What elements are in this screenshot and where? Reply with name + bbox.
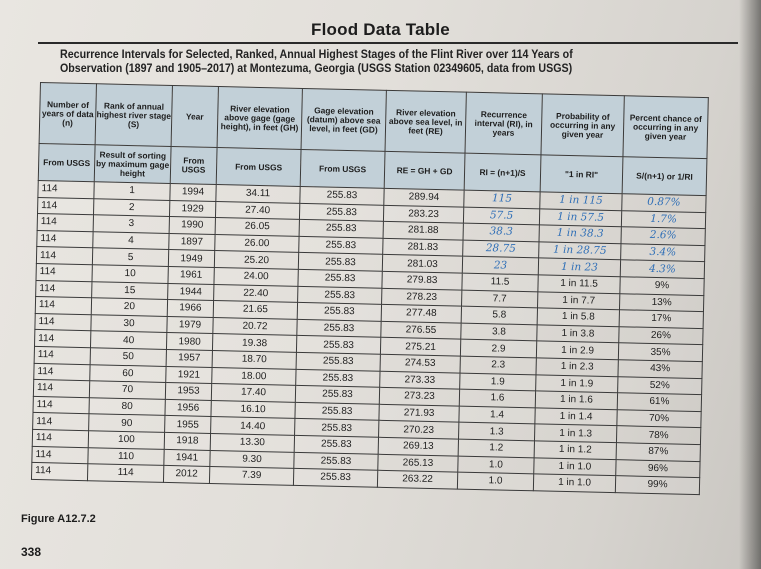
cell-river-elevation: 281.03	[382, 255, 462, 273]
cell-probability: 1 in 23	[538, 258, 620, 276]
cell-gage-datum: 255.83	[298, 269, 382, 287]
cell-year: 1949	[168, 250, 214, 268]
cell-year: 1956	[165, 399, 211, 417]
cell-gage-height: 17.40	[211, 384, 295, 402]
cell-percent: 43%	[618, 360, 702, 378]
cell-year: 1980	[166, 333, 212, 351]
cell-recurrence: 11.5	[462, 273, 538, 291]
cell-rank: 40	[90, 331, 166, 349]
cell-recurrence: 115	[464, 190, 540, 208]
cell-recurrence: 3.8	[461, 323, 537, 341]
cell-rank: 5	[92, 248, 168, 266]
cell-recurrence: 1.6	[459, 389, 535, 407]
cell-years: 114	[36, 263, 92, 281]
cell-rank: 80	[89, 397, 165, 415]
cell-gage-datum: 255.83	[299, 203, 383, 221]
cell-years: 114	[38, 180, 94, 198]
cell-probability: 1 in 1.2	[534, 441, 616, 459]
cell-gage-datum: 255.83	[297, 303, 381, 321]
cell-probability: 1 in 1.9	[536, 374, 618, 392]
cell-river-elevation: 277.48	[381, 304, 461, 322]
cell-river-elevation: 283.23	[383, 205, 463, 223]
cell-rank: 114	[87, 464, 163, 482]
cell-river-elevation: 289.94	[384, 188, 464, 206]
cell-gage-datum: 255.83	[295, 402, 379, 420]
cell-percent: 52%	[618, 376, 702, 394]
cell-rank: 90	[89, 414, 165, 432]
cell-percent: 87%	[616, 443, 700, 461]
cell-years: 114	[35, 330, 91, 348]
cell-gage-height: 18.70	[212, 350, 296, 368]
cell-gage-datum: 255.83	[297, 319, 381, 337]
cell-gage-datum: 255.83	[294, 435, 378, 453]
cell-rank: 20	[91, 298, 167, 316]
cell-rank: 30	[91, 314, 167, 332]
cell-percent: 78%	[616, 426, 700, 444]
cell-rank: 110	[88, 447, 164, 465]
cell-gage-height: 18.00	[212, 367, 296, 385]
title-divider	[38, 42, 738, 44]
cell-gage-height: 22.40	[214, 284, 298, 302]
cell-year: 1957	[166, 349, 212, 367]
subheader-gage-height: From USGS	[216, 148, 301, 187]
cell-percent: 0.87%	[622, 194, 706, 212]
cell-gage-height: 27.40	[215, 201, 299, 219]
cell-river-elevation: 278.23	[382, 288, 462, 306]
cell-year: 1944	[168, 283, 214, 301]
cell-gage-datum: 255.83	[295, 386, 379, 404]
cell-year: 1961	[168, 266, 214, 284]
cell-percent: 61%	[617, 393, 701, 411]
cell-percent: 99%	[615, 476, 699, 494]
cell-recurrence: 28.75	[463, 240, 539, 258]
cell-rank: 100	[88, 431, 164, 449]
cell-years: 114	[36, 247, 92, 265]
cell-recurrence: 1.9	[460, 373, 536, 391]
cell-gage-height: 13.30	[210, 433, 294, 451]
cell-river-elevation: 271.93	[379, 404, 459, 422]
cell-recurrence: 1.4	[459, 406, 535, 424]
cell-years: 114	[33, 396, 89, 414]
cell-years: 114	[32, 446, 88, 464]
cell-years: 114	[35, 313, 91, 331]
cell-gage-datum: 255.83	[298, 286, 382, 304]
cell-percent: 4.3%	[620, 260, 704, 278]
table-body	[31, 180, 706, 494]
cell-river-elevation: 281.83	[383, 238, 463, 256]
cell-recurrence: 57.5	[463, 207, 539, 225]
subheader-river-elevation: RE = GH + GD	[384, 151, 465, 190]
cell-probability: 1 in 1.0	[534, 457, 616, 475]
cell-percent: 35%	[618, 343, 702, 361]
cell-rank: 15	[92, 281, 168, 299]
cell-probability: 1 in 3.8	[537, 325, 619, 343]
cell-probability: 1 in 11.5	[538, 275, 620, 293]
cell-gage-datum: 255.83	[296, 369, 380, 387]
cell-recurrence: 1.2	[458, 439, 534, 457]
cell-gage-datum: 255.83	[299, 220, 383, 238]
flood-data-table	[31, 82, 709, 495]
caption-line-2: Observation (1897 and 1905–2017) at Montezuma, Georgia (USGS Station 02349605, data from USGS)	[60, 62, 573, 75]
cell-percent: 1.7%	[621, 210, 705, 228]
cell-gage-datum: 255.83	[300, 186, 384, 204]
cell-years: 114	[36, 280, 92, 298]
cell-years: 114	[33, 380, 89, 398]
cell-gage-height: 9.30	[210, 450, 294, 468]
cell-probability: 1 in 2.3	[536, 358, 618, 376]
cell-gage-height: 19.38	[212, 334, 296, 352]
cell-year: 1990	[169, 217, 215, 235]
cell-year: 1941	[164, 449, 210, 467]
cell-rank: 3	[93, 215, 169, 233]
cell-probability: 1 in 5.8	[537, 308, 619, 326]
cell-percent: 26%	[619, 326, 703, 344]
cell-river-elevation: 263.22	[377, 470, 457, 488]
cell-year: 2012	[163, 466, 209, 484]
cell-rank: 10	[92, 265, 168, 283]
cell-gage-height: 14.40	[211, 417, 295, 435]
cell-river-elevation: 274.53	[380, 354, 460, 372]
cell-rank: 1	[94, 182, 170, 200]
cell-year: 1953	[165, 383, 211, 401]
cell-river-elevation: 279.83	[382, 271, 462, 289]
cell-river-elevation: 273.33	[380, 371, 460, 389]
cell-probability: 1 in 38.3	[539, 225, 621, 243]
cell-gage-height: 21.65	[213, 301, 297, 319]
cell-year: 1966	[167, 300, 213, 318]
cell-river-elevation: 281.88	[383, 222, 463, 240]
cell-year: 1929	[169, 200, 215, 218]
cell-rank: 2	[93, 198, 169, 216]
cell-gage-datum: 255.83	[293, 468, 377, 486]
cell-gage-datum: 255.83	[296, 336, 380, 354]
cell-gage-height: 24.00	[214, 267, 298, 285]
cell-probability: 1 in 1.3	[534, 424, 616, 442]
cell-river-elevation: 270.23	[379, 421, 459, 439]
cell-rank: 70	[89, 381, 165, 399]
cell-year: 1994	[170, 183, 216, 201]
cell-year: 1921	[166, 366, 212, 384]
cell-recurrence: 23	[462, 257, 538, 275]
header-gage-datum: Gage elevation (datum) above sea level, in feet (GD)	[301, 88, 386, 151]
cell-gage-height: 16.10	[211, 400, 295, 418]
subheader-recurrence: RI = (n+1)/S	[464, 153, 541, 192]
cell-probability: 1 in 115	[540, 192, 622, 210]
cell-gage-height: 20.72	[213, 317, 297, 335]
cell-gage-datum: 255.83	[299, 236, 383, 254]
cell-years: 114	[31, 463, 87, 481]
cell-probability: 1 in 1.0	[533, 474, 615, 492]
cell-year: 1897	[169, 233, 215, 251]
cell-percent: 70%	[617, 409, 701, 427]
cell-years: 114	[37, 214, 93, 232]
caption-line-1: Recurrence Intervals for Selected, Ranked, Annual Highest Stages of the Flint River over 114 Years of	[60, 48, 573, 61]
cell-percent: 9%	[620, 277, 704, 295]
header-percent: Percent chance of occurring in any given year	[623, 96, 708, 159]
cell-gage-height: 25.20	[214, 251, 298, 269]
cell-year: 1955	[165, 416, 211, 434]
cell-probability: 1 in 57.5	[539, 208, 621, 226]
cell-rank: 60	[90, 364, 166, 382]
cell-probability: 1 in 1.4	[535, 408, 617, 426]
cell-recurrence: 5.8	[461, 306, 537, 324]
cell-years: 114	[35, 297, 91, 315]
cell-river-elevation: 276.55	[381, 321, 461, 339]
cell-gage-height: 34.11	[216, 185, 300, 203]
subheader-years: From USGS	[38, 143, 95, 181]
cell-recurrence: 2.9	[460, 339, 536, 357]
subheader-rank: Result of sorting by maximum gage height	[94, 145, 171, 184]
cell-rank: 50	[90, 348, 166, 366]
table-caption	[60, 48, 676, 76]
cell-gage-datum: 255.83	[294, 452, 378, 470]
cell-gage-datum: 255.83	[295, 419, 379, 437]
cell-gage-height: 7.39	[209, 467, 293, 485]
cell-river-elevation: 275.21	[380, 338, 460, 356]
cell-gage-datum: 255.83	[298, 253, 382, 271]
header-rank: Rank of annual highest river stage (S)	[95, 84, 172, 147]
cell-percent: 13%	[619, 293, 703, 311]
cell-year: 1918	[164, 432, 210, 450]
page-number: 338	[21, 545, 42, 559]
header-gage-height: River elevation above gage (gage height), in feet (GH)	[217, 87, 302, 150]
cell-recurrence: 7.7	[462, 290, 538, 308]
subheader-year: From USGS	[170, 146, 217, 184]
cell-years: 114	[34, 363, 90, 381]
header-recurrence: Recurrence interval (RI), in years	[465, 92, 542, 155]
cell-years: 114	[34, 346, 90, 364]
header-probability: Probability of occurring in any given year	[541, 94, 624, 157]
cell-years: 114	[32, 429, 88, 447]
cell-gage-height: 26.00	[215, 234, 299, 252]
cell-probability: 1 in 1.6	[535, 391, 617, 409]
subheader-gage-datum: From USGS	[300, 149, 385, 188]
cell-years: 114	[37, 230, 93, 248]
cell-percent: 96%	[616, 459, 700, 477]
cell-year: 1979	[167, 316, 213, 334]
figure-label: Figure A12.7.2	[21, 513, 96, 525]
subheader-probability: "1 in RI"	[540, 155, 623, 194]
cell-gage-height: 26.05	[215, 218, 299, 236]
page-shadow	[739, 0, 761, 569]
page-title: Flood Data Table	[311, 20, 450, 39]
header-years: Number of years of data (n)	[39, 83, 96, 145]
subheader-percent: S/(n+1) or 1/RI	[622, 157, 707, 196]
cell-recurrence: 2.3	[460, 356, 536, 374]
flood-table-wrapper	[31, 82, 709, 495]
cell-probability: 1 in 7.7	[538, 291, 620, 309]
cell-recurrence: 1.0	[457, 472, 533, 490]
cell-gage-datum: 255.83	[296, 352, 380, 370]
cell-river-elevation: 265.13	[378, 454, 458, 472]
cell-recurrence: 1.0	[458, 456, 534, 474]
header-year: Year	[171, 86, 218, 148]
cell-river-elevation: 273.23	[379, 387, 459, 405]
cell-years: 114	[38, 197, 94, 215]
cell-recurrence: 1.3	[459, 422, 535, 440]
header-river-elevation: River elevation above sea level, in feet (RE)	[385, 90, 466, 153]
cell-recurrence: 38.3	[463, 223, 539, 241]
cell-probability: 1 in 2.9	[536, 341, 618, 359]
cell-rank: 4	[93, 232, 169, 250]
cell-probability: 1 in 28.75	[539, 242, 621, 260]
cell-percent: 17%	[619, 310, 703, 328]
cell-river-elevation: 269.13	[378, 437, 458, 455]
cell-percent: 3.4%	[621, 244, 705, 262]
cell-percent: 2.6%	[621, 227, 705, 245]
cell-years: 114	[33, 413, 89, 431]
